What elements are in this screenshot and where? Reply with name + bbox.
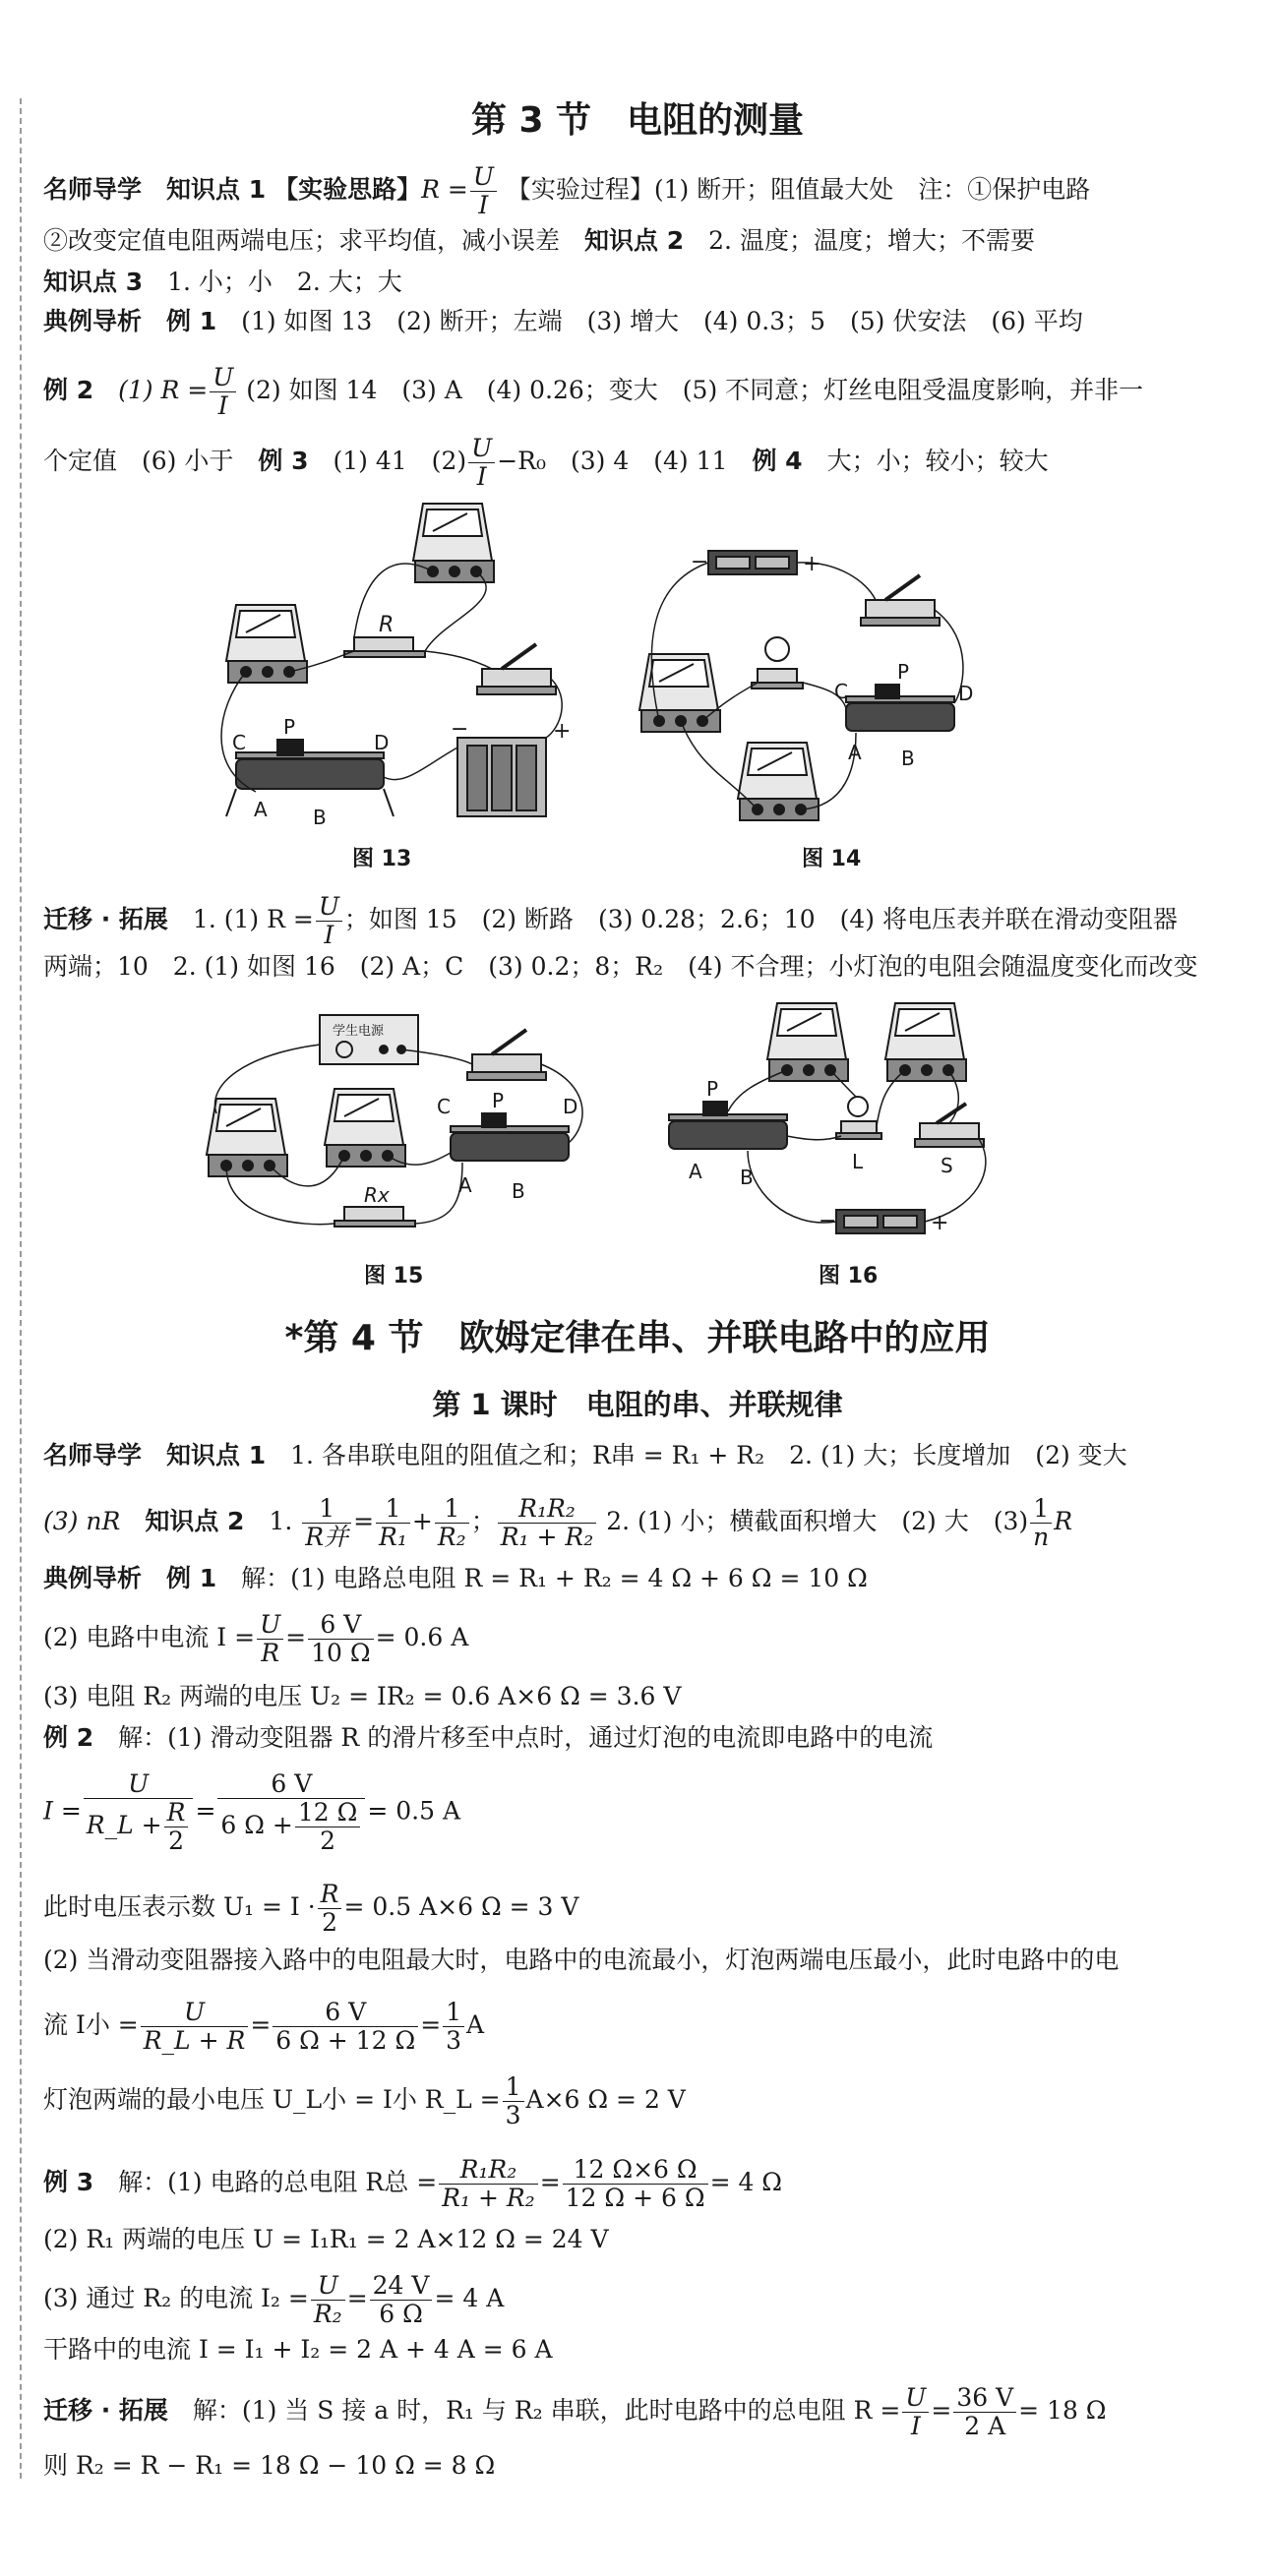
fraction: $\frac{U}{I}$ <box>468 435 495 491</box>
figure-15-caption: 图 15 <box>364 1264 424 1288</box>
svg-text:B: B <box>313 806 327 829</box>
svg-text:+: + <box>803 552 821 576</box>
switch <box>477 644 556 694</box>
svg-text:−: − <box>451 717 469 742</box>
sec3-line-8: 两端；10 2. (1) 如图 16 (2) A；C (3) 0.2；8；R₂ (4) 不合理；小灯泡的电阻会随温度变化而改变 <box>43 952 1198 981</box>
resistor-r <box>344 613 425 657</box>
sec4-line-16: 迁移 · 拓展 解：(1) 当 S 接 a 时，R₁ 与 R₂ 串联，此时电路中的总电阻 R = $\frac{U}{I}$ = $\frac{36 V}{2 A}$ = 18 Ω <box>43 2383 1107 2440</box>
svg-text:A: A <box>254 798 268 821</box>
fraction: $\frac{U}{I}$ <box>902 2384 929 2440</box>
section-4-subtitle: 第 1 课时 电阻的串、并联规律 <box>432 1388 843 1421</box>
svg-text:C: C <box>232 731 246 754</box>
sec4-line-4: (2) 电路中电流 I = $\frac{U}{R}$ = $\frac{6 V}{10 \Omega}$ = 0.6 A <box>43 1610 469 1667</box>
meter-top-left <box>767 1003 848 1081</box>
section-4-title: *第 4 节 欧姆定律在串、并联电路中的应用 <box>284 1318 991 1358</box>
svg-text:学生电源: 学生电源 <box>333 1024 385 1039</box>
sec3-line-6: 个定值 (6) 小于 例 3 (1) 41 (2) $\frac{U}{I}$ −R₀ (3) 4 (4) 11 例 4 大；小；较小；较大 <box>43 434 1049 491</box>
section-3-title: 第 3 节 电阻的测量 <box>470 100 805 141</box>
svg-text:R: R <box>379 613 395 637</box>
svg-text:A: A <box>848 741 862 764</box>
sec3-line-5: 例 2 (1) R = $\frac{U}{I}$ (2) 如图 14 (3) A (4) 0.26；变大 (5) 不同意；灯丝电阻受温度影响，并非一 <box>43 363 1144 420</box>
switch-s <box>915 1104 984 1177</box>
switch <box>861 575 940 626</box>
svg-text:B: B <box>901 747 915 770</box>
sec4-line-8: 此时电压表示数 U₁ = I · $\frac{R}{2}$ = 0.5 A×6 Ω = 3 V <box>43 1880 579 1937</box>
sec4-line-7: I = U R_L + $\frac{R}{2}$ = 6 V 6 Ω + $\frac{12 \Omega}{2}$ = 0.5 A <box>43 1769 461 1855</box>
fraction: $\frac{1}{3}$ <box>443 1999 464 2055</box>
resistor-rx <box>334 1183 415 1227</box>
fraction: $\frac{6 V}{10 \Omega}$ <box>308 1611 374 1667</box>
svg-text:B: B <box>512 1179 525 1203</box>
fraction: $\frac{U}{I}$ <box>210 364 236 420</box>
svg-text:P: P <box>706 1077 719 1101</box>
fraction: $\frac{\text{R₁R₂}}{\text{R₁ + R₂}}$ <box>498 1495 597 1551</box>
svg-text:D: D <box>563 1095 578 1118</box>
svg-text:D: D <box>374 731 390 754</box>
fraction: $\frac{U}{I}$ <box>316 893 342 949</box>
sec4-line-12: 例 3 解：(1) 电路的总电阻 R总 = $\frac{\text{R₁R₂}}{\text{R₁ + R₂}}$ = $\frac{12 \Omega\times 6 \Omega}{12 \Omega + 6 \Omega}$ = 4 Ω <box>43 2155 783 2212</box>
battery-pack <box>819 1209 948 1235</box>
svg-text:A: A <box>458 1173 472 1197</box>
sec3-line-4: 典例导析 例 1 (1) 如图 13 (2) 断开；左端 (3) 增大 (4) 0.3；5 (5) 伏安法 (6) 平均 <box>43 307 1083 335</box>
sec4-line-5: (3) 电阻 R₂ 两端的电压 U₂ = IR₂ = 0.6 A×6 Ω = 3.6 V <box>43 1682 682 1710</box>
svg-text:B: B <box>740 1166 754 1189</box>
fraction: $\frac{24 V}{6 \Omega}$ <box>370 2272 433 2328</box>
rheostat <box>437 1089 577 1203</box>
figure-14-caption: 图 14 <box>802 847 862 871</box>
fraction: $\frac{1}{3}$ <box>503 2073 524 2129</box>
sec3-line-2: ②改变定值电阻两端电压；求平均值，减小误差 知识点 2 2. 温度；温度；增大；不需要 <box>43 226 1035 255</box>
switch <box>467 1030 546 1080</box>
fraction: $\frac{1}{\text{R₂}}$ <box>435 1495 469 1551</box>
sec3-line-3: 知识点 3 1. 小；小 2. 大；大 <box>43 268 402 296</box>
figure-16-caption: 图 16 <box>819 1264 879 1288</box>
figure-16-circuit <box>649 993 1003 1253</box>
svg-text:L: L <box>852 1150 864 1173</box>
fraction: 6 V 6 Ω + $\frac{12 \Omega}{2}$ <box>217 1770 365 1855</box>
fraction: $\frac{1}{n}$ <box>1030 1495 1052 1551</box>
bulb <box>752 637 803 689</box>
meter-left <box>207 1099 287 1176</box>
bulb-l <box>836 1097 881 1173</box>
sec4-line-14: (3) 通过 R₂ 的电流 I₂ = $\frac{U}{\text{R₂}}$ = $\frac{24 V}{6 \Omega}$ = 4 A <box>43 2271 505 2328</box>
fraction: $\frac{U}{I}$ <box>470 163 497 219</box>
sec4-line-13: (2) R₁ 两端的电压 U = I₁R₁ = 2 A×12 Ω = 24 V <box>43 2225 609 2253</box>
rheostat <box>226 715 394 829</box>
fraction: $\frac{R}{2}$ <box>318 1881 342 1937</box>
sec3-line-7: 迁移 · 拓展 1. (1) R = $\frac{U}{I}$ ；如图 15 (2) 断路 (3) 0.28；2.6；10 (4) 将电压表并联在滑动变阻器 <box>43 892 1178 949</box>
fraction: $\frac{1}{\text{R并}}$ <box>302 1495 351 1551</box>
rheostat <box>669 1077 787 1189</box>
fraction: $\frac{1}{\text{R₁}}$ <box>376 1495 410 1551</box>
sec4-line-3: 典例导析 例 1 解：(1) 电路总电阻 R = R₁ + R₂ = 4 Ω + 6 Ω = 10 Ω <box>43 1564 868 1592</box>
sec4-line-2: (3) nR 知识点 2 1. $\frac{1}{\text{R并}}$ = $\frac{1}{\text{R₁}}$ + $\frac{1}{\text{R₂}}$ ； $\frac{\text{R₁R₂}}{\text{R₁ + R₂}}$ 2. (1) 小；横截面积增大 (2) 大 (3) $\frac{1}{n}$ R <box>43 1494 1073 1551</box>
fraction: $\frac{U}{R\_L + R}$ <box>141 1999 249 2055</box>
meter-middle <box>325 1089 405 1167</box>
fraction: $\frac{6 V}{6 \Omega + 12 \Omega}$ <box>273 1999 418 2055</box>
binding-margin-line <box>20 98 22 2479</box>
sec3-line-1: 名师导学 知识点 1 【实验思路】R = $\frac{U}{I}$ 【实验过程】(1) 断开；阻值最大处 注：①保护电路 <box>43 162 1091 219</box>
meter-top-right <box>885 1003 966 1081</box>
svg-text:A: A <box>689 1160 702 1183</box>
svg-text:−: − <box>819 1209 837 1233</box>
fraction: $\frac{U}{\text{R₂}}$ <box>311 2272 345 2328</box>
fraction: $\frac{12 \Omega\times 6 \Omega}{12 \Omega + 6 \Omega}$ <box>563 2156 708 2212</box>
svg-text:C: C <box>437 1095 451 1118</box>
sec4-line-10: 流 I小 = $\frac{U}{R\_L + R}$ = $\frac{6 V}{6 \Omega + 12 \Omega}$ = $\frac{1}{3}$ A <box>43 1998 485 2055</box>
power-supply <box>320 1015 418 1064</box>
svg-text:P: P <box>492 1089 505 1112</box>
svg-text:+: + <box>931 1211 949 1235</box>
fraction: $\frac{36 V}{2 A}$ <box>953 2384 1016 2440</box>
fraction: $\frac{U}{R}$ <box>257 1611 283 1667</box>
svg-text:P: P <box>283 715 296 739</box>
figure-13-circuit <box>197 492 590 860</box>
svg-text:+: + <box>553 719 572 744</box>
sec4-line-17: 则 R₂ = R − R₁ = 18 Ω − 10 Ω = 8 Ω <box>43 2451 496 2480</box>
figure-14-circuit <box>630 531 984 860</box>
fraction: U R_L + $\frac{R}{2}$ <box>84 1770 194 1855</box>
svg-text:S: S <box>941 1154 953 1177</box>
figure-15-circuit <box>187 1005 600 1245</box>
svg-text:C: C <box>834 680 848 703</box>
sec4-line-15: 干路中的电流 I = I₁ + I₂ = 2 A + 4 A = 6 A <box>43 2335 553 2364</box>
sec4-line-6: 例 2 解：(1) 滑动变阻器 R 的滑片移至中点时，通过灯泡的电流即电路中的电流 <box>43 1723 934 1752</box>
sec4-line-1: 名师导学 知识点 1 1. 各串联电阻的阻值之和；R串 = R₁ + R₂ 2. (1) 大；长度增加 (2) 变大 <box>43 1441 1127 1469</box>
meter-top <box>413 504 494 582</box>
svg-text:P: P <box>897 660 910 684</box>
sec4-line-11: 灯泡两端的最小电压 U_L小 = I小 R_L = $\frac{1}{3}$ A×6 Ω = 2 V <box>43 2072 686 2129</box>
figure-13-caption: 图 13 <box>352 847 412 871</box>
svg-text:Rx: Rx <box>364 1183 390 1207</box>
svg-text:−: − <box>691 550 709 574</box>
sec4-line-9: (2) 当滑动变阻器接入路中的电阻最大时，电路中的电流最小，灯泡两端电压最小，此时电路中的电 <box>43 1946 1120 1974</box>
fraction: $\frac{\text{R₁R₂}}{\text{R₁ + R₂}}$ <box>439 2156 538 2212</box>
svg-text:D: D <box>958 682 974 705</box>
